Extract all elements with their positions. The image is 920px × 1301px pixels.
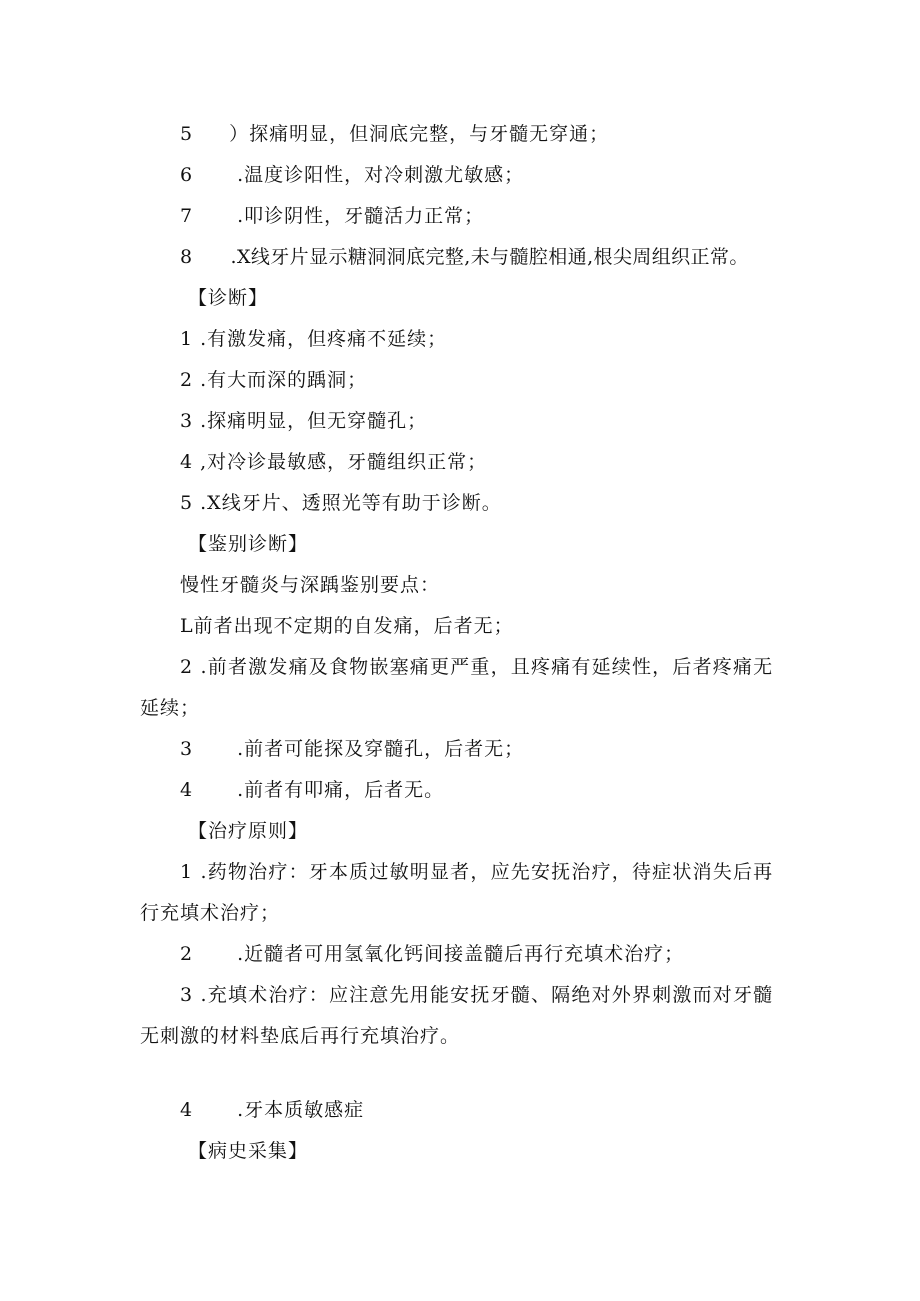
- section-title-dentin-hypersensitivity: 4 .牙本质敏感症: [180, 1099, 365, 1121]
- list-item: 6 .温度诊阳性，对冷刺激尤敏感；: [180, 164, 525, 186]
- list-item-continuation: 延续；: [140, 697, 201, 719]
- section-heading-history: 【病史采集】: [188, 1140, 309, 1162]
- list-item: 3 .探痛明显，但无穿髓孔；: [180, 410, 428, 432]
- list-item: 4 .前者有叩痛，后者无。: [180, 779, 445, 801]
- section-heading-treatment: 【治疗原则】: [188, 820, 309, 842]
- list-item: 2 .前者激发痛及食物嵌塞痛更严重，且疼痛有延续性，后者疼痛无: [180, 656, 774, 678]
- list-item: 2 .有大而深的踽洞；: [180, 369, 368, 391]
- list-item: 5 .X线牙片、透照光等有助于诊断。: [180, 492, 502, 514]
- list-item: 1 .有激发痛，但疼痛不延续；: [180, 328, 448, 350]
- section-heading-diagnosis: 【诊断】: [188, 287, 269, 309]
- list-item: 2 .近髓者可用氢氧化钙间接盖髓后再行充填术治疗；: [180, 943, 685, 965]
- list-item: 7 .叩诊阴性，牙髓活力正常；: [180, 205, 485, 227]
- list-item: L前者出现不定期的自发痛，后者无；: [180, 615, 514, 637]
- list-item: 1 .药物治疗：牙本质过敏明显者，应先安抚治疗，待症状消失后再: [180, 861, 774, 883]
- list-item: 3 .充填术治疗：应注意先用能安抚牙髓、隔绝对外界刺激而对牙髓: [180, 984, 774, 1006]
- list-item: 4 ,对冷诊最敏感，牙髓组织正常；: [180, 451, 488, 473]
- list-item-continuation: 无刺激的材料垫底后再行充填治疗。: [140, 1025, 461, 1047]
- list-item-continuation: 行充填术治疗；: [140, 902, 281, 924]
- list-item: 8 .X线牙片显示糖洞洞底完整,未与髓腔相通,根尖周组织正常。: [180, 246, 749, 268]
- list-item: 3 .前者可能探及穿髓孔，后者无；: [180, 738, 525, 760]
- paragraph-intro: 慢性牙髓炎与深踽鉴别要点：: [180, 574, 441, 596]
- section-heading-differential: 【鉴别诊断】: [188, 533, 309, 555]
- list-item: 5 ）探痛明显，但洞底完整，与牙髓无穿通；: [180, 123, 610, 145]
